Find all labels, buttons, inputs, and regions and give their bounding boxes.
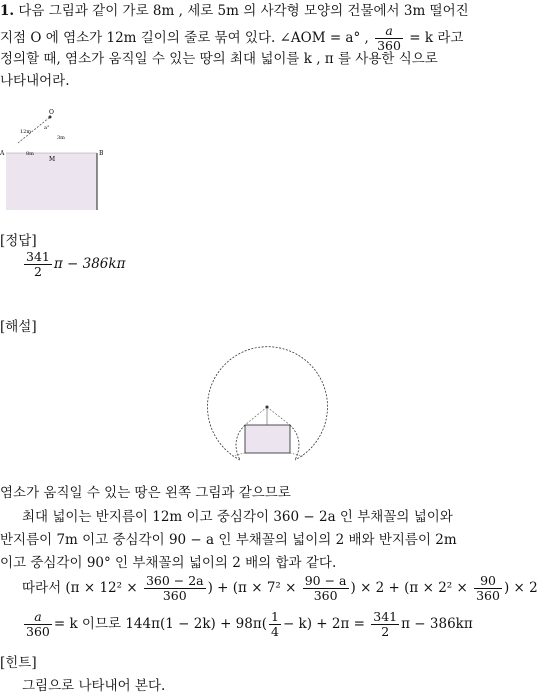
frac-90-over-360: $\frac{90}{360}$	[476, 573, 500, 603]
problem-line-2	[0, 24, 463, 53]
solution-line-4: 이고 중심각이 90° 인 부채꼴의 넓이의 2 배의 합과 같다.	[0, 555, 337, 571]
label-3m: 3m	[57, 135, 65, 141]
label-O: O	[49, 109, 54, 116]
frac-360-minus-2a: $\frac{360 - 2a}{360}$	[145, 573, 204, 603]
label-8m: 8m	[26, 151, 34, 157]
left-arc	[236, 425, 245, 460]
solution-line-1: 염소가 움직일 수 있는 땅은 왼쪽 그림과 같으므로	[0, 485, 291, 501]
solution-line-2: 최대 넓이는 반지름이 12m 이고 중심각이 360 − 2a 인 부채꼴의 넓이와	[22, 509, 453, 525]
solution-line-5: 따라서 (π × 12² × $\frac{360 - 2a}{360}$ ) + (π × 7² × $\frac{90 - a}{360}$ ) × 2 + (π × 2² × $\frac{90}{360}$ ) × 2	[22, 573, 538, 603]
answer-fraction: $\frac{341}{2}$	[26, 249, 50, 279]
fraction-a-over-360: $\frac{a}{360}$	[377, 23, 401, 53]
frac-341-over-2: $\frac{341}{2}$	[373, 609, 398, 639]
problem-figure	[0, 105, 120, 215]
label-M: M	[49, 156, 56, 163]
solution-line-3: 반지름이 7m 이고 중심각이 90 − a 인 부채꼴의 넓이의 2 배와 반지름이 2m	[0, 532, 457, 548]
frac-1-over-4: $\frac{1}{4}$	[271, 609, 279, 639]
frac-a-over-360: $\frac{a}{360}$	[26, 609, 50, 639]
solution-line-6: $\frac{a}{360}$ = k 이므로 144π(1 − 2k) + 98π( $\frac{1}{4}$ − k) + 2π = $\frac{341}{2}$ π − 386kπ	[26, 609, 473, 639]
problem-text-3: 정의할 때, 염소가 움직일 수 있는 땅의 최대 넓이를 k , π 를 사용한 식으로	[0, 51, 438, 67]
bottom-right-dash	[290, 453, 303, 456]
answer-heading: [정답]	[0, 233, 37, 249]
solution-figure	[200, 350, 330, 465]
hint-heading: [힌트]	[0, 655, 37, 671]
answer-rest: π − 386kπ	[53, 256, 126, 272]
solution-point-O	[266, 406, 269, 409]
problem-line-3	[0, 50, 438, 68]
problem-text-1: 다음 그림과 같이 가로 8m , 세로 5m 의 사각형 모양의 건물에서 3m 떨어진	[18, 3, 469, 19]
label-12m: 12m	[20, 129, 32, 135]
problem-text-2a: 지점 O 에 염소가 12m 길이의 줄로 묶여 있다. ∠AOM = a° ,	[0, 30, 369, 46]
answer-expression	[22, 250, 125, 279]
problem-text-2b: = k 라고	[409, 30, 464, 46]
problem-line-4	[0, 72, 70, 90]
solution-rope-right	[267, 407, 290, 425]
right-arc	[290, 425, 299, 460]
solution-heading: [해설]	[0, 319, 37, 335]
frac-90-minus-a: $\frac{90 - a}{360}$	[304, 573, 347, 603]
label-A: A	[0, 150, 5, 157]
solution-rope-left	[245, 407, 267, 425]
solution-building	[245, 425, 290, 453]
label-a: a°	[44, 125, 50, 131]
problem-text-4: 나타내어라.	[0, 73, 70, 89]
hint-text: 그림으로 나타내어 본다.	[22, 678, 166, 694]
bottom-left-dash	[232, 453, 245, 456]
problem-number: 1.	[0, 3, 15, 19]
label-B: B	[99, 150, 104, 157]
problem-line-1	[0, 2, 469, 20]
